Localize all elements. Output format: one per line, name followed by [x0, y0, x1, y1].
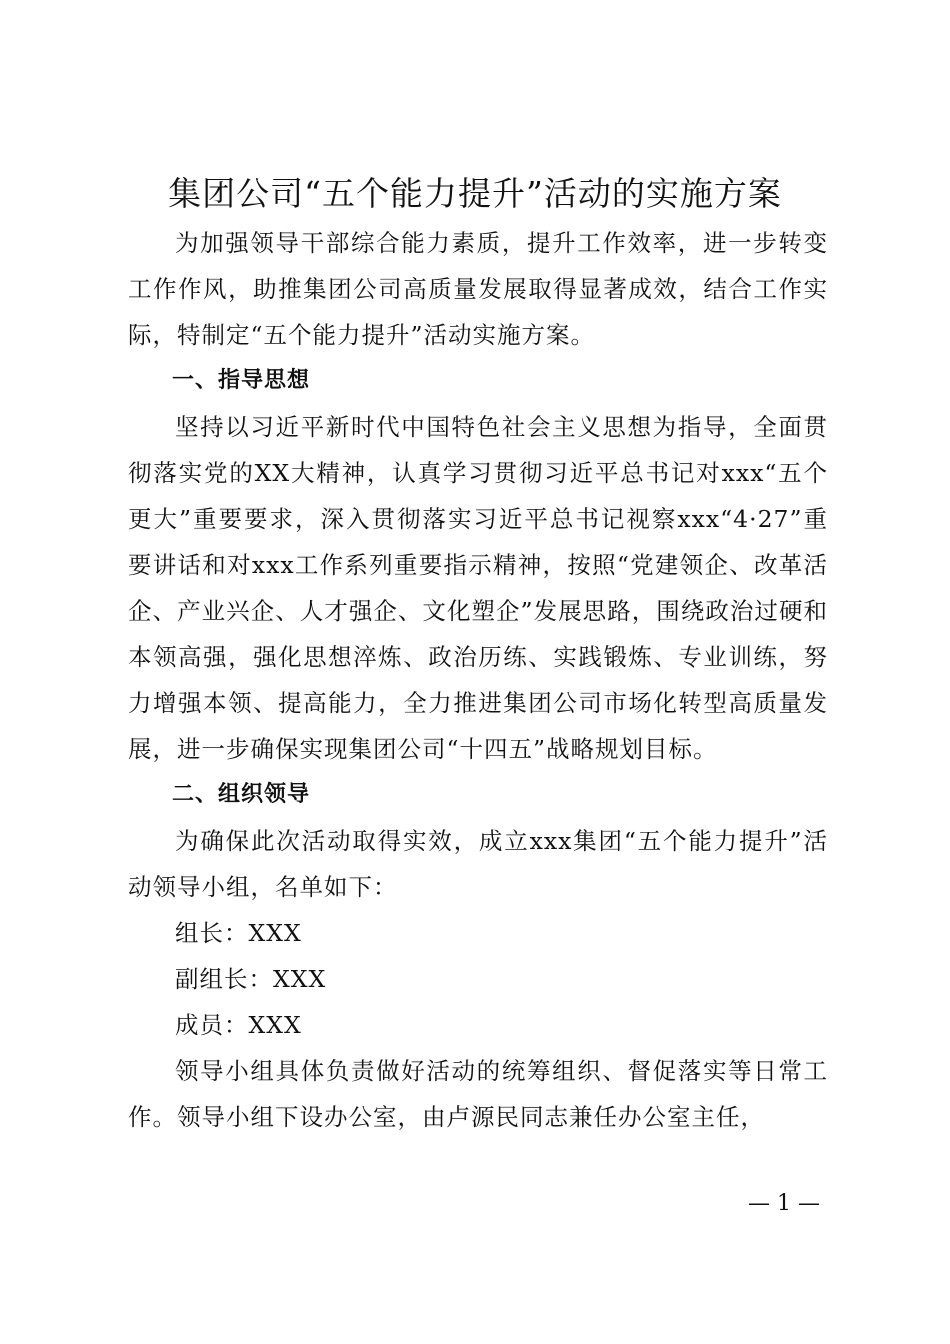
document-body: [128, 220, 828, 1140]
leader-line: 组长：XXX: [175, 919, 302, 947]
intro-paragraph: 为加强领导干部综合能力素质，提升工作效率，进一步转变工作作风，助推集团公司高质量发展取得显著成效，结合工作实际，特制定“五个能力提升”活动实施方案。: [128, 229, 828, 349]
section2-paragraph-2: 领导小组具体负责做好活动的统筹组织、督促落实等日常工作。领导小组下设办公室，由卢源民同志兼任办公室主任，: [128, 1057, 828, 1131]
members-line: 成员：XXX: [175, 1011, 302, 1039]
page-number: — 1 —: [748, 1191, 820, 1216]
section1-heading: 一、指导思想: [172, 368, 311, 393]
section2-paragraph: 为确保此次活动取得实效，成立xxx集团“五个能力提升”活动领导小组，名单如下：: [128, 827, 828, 901]
deputy-leader-line: 副组长：XXX: [175, 965, 327, 993]
section1-paragraph: 坚持以习近平新时代中国特色社会主义思想为指导，全面贯彻落实党的XX大精神，认真学习贯彻习近平总书记对xxx“五个更大”重要要求，深入贯彻落实习近平总书记视察xxx“4·27”重要讲话和对xxx工作系列重要指示精神，按照“党建领企、改革活企、产业兴企、人才强企、文化塑企”发展思路，围绕政治过硬和本领高强，强化思想淬炼、政治历练、实践锻炼、专业训练，努力增强本领、提高能力，全力推进集团公司市场化转型高质量发展，进一步确保实现集团公司“十四五”战略规划目标。: [128, 413, 828, 763]
document-title: 集团公司“五个能力提升”活动的实施方案: [168, 174, 782, 213]
section2-heading: 二、组织领导: [172, 782, 311, 807]
